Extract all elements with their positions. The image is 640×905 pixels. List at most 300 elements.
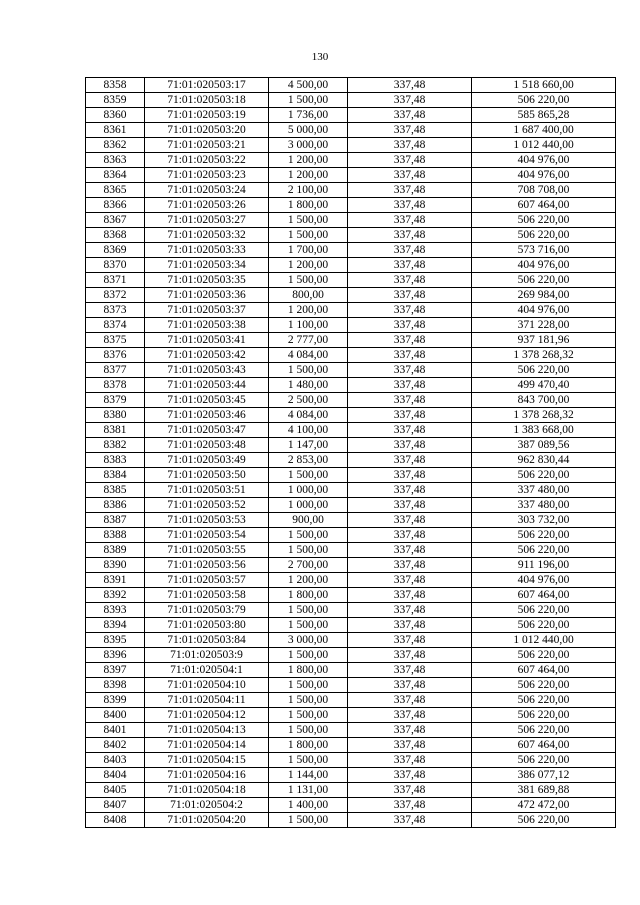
area-cell: 800,00: [269, 288, 348, 303]
value-cell: 1 378 268,32: [472, 408, 616, 423]
value-cell: 381 689,88: [472, 783, 616, 798]
area-cell: 1 500,00: [269, 273, 348, 288]
cadastral-number-cell: 71:01:020504:12: [145, 708, 269, 723]
rate-cell: 337,48: [348, 708, 472, 723]
cadastral-number-cell: 71:01:020503:22: [145, 153, 269, 168]
rate-cell: 337,48: [348, 168, 472, 183]
table-row: [86, 723, 616, 738]
rate-cell: 337,48: [348, 648, 472, 663]
table-row: [86, 393, 616, 408]
table-row: [86, 678, 616, 693]
value-cell: 386 077,12: [472, 768, 616, 783]
table-row: [86, 633, 616, 648]
value-cell: 337 480,00: [472, 483, 616, 498]
area-cell: 1 100,00: [269, 318, 348, 333]
area-cell: 1 800,00: [269, 588, 348, 603]
row-number-cell: 8389: [86, 543, 145, 558]
rate-cell: 337,48: [348, 543, 472, 558]
value-cell: 1 518 660,00: [472, 78, 616, 93]
rate-cell: 337,48: [348, 588, 472, 603]
row-number-cell: 8381: [86, 423, 145, 438]
table-row: [86, 93, 616, 108]
row-number-cell: 8379: [86, 393, 145, 408]
cadastral-number-cell: 71:01:020503:55: [145, 543, 269, 558]
rate-cell: 337,48: [348, 498, 472, 513]
row-number-cell: 8373: [86, 303, 145, 318]
value-cell: 1 378 268,32: [472, 348, 616, 363]
cadastral-number-cell: 71:01:020503:26: [145, 198, 269, 213]
value-cell: 843 700,00: [472, 393, 616, 408]
area-cell: 1 500,00: [269, 228, 348, 243]
area-cell: 1 500,00: [269, 618, 348, 633]
cadastral-number-cell: 71:01:020504:13: [145, 723, 269, 738]
cadastral-number-cell: 71:01:020504:14: [145, 738, 269, 753]
rate-cell: 337,48: [348, 513, 472, 528]
value-cell: 506 220,00: [472, 93, 616, 108]
area-cell: 1 500,00: [269, 603, 348, 618]
row-number-cell: 8383: [86, 453, 145, 468]
rate-cell: 337,48: [348, 243, 472, 258]
table-row: [86, 543, 616, 558]
area-cell: 1 800,00: [269, 663, 348, 678]
value-cell: 937 181,96: [472, 333, 616, 348]
table-row: [86, 513, 616, 528]
table-row: [86, 498, 616, 513]
row-number-cell: 8364: [86, 168, 145, 183]
rate-cell: 337,48: [348, 813, 472, 828]
row-number-cell: 8391: [86, 573, 145, 588]
cadastral-number-cell: 71:01:020503:42: [145, 348, 269, 363]
cadastral-number-cell: 71:01:020504:11: [145, 693, 269, 708]
rate-cell: 337,48: [348, 348, 472, 363]
area-cell: 1 500,00: [269, 678, 348, 693]
area-cell: 1 000,00: [269, 498, 348, 513]
cadastral-number-cell: 71:01:020503:50: [145, 468, 269, 483]
area-cell: 1 500,00: [269, 693, 348, 708]
row-number-cell: 8395: [86, 633, 145, 648]
cadastral-number-cell: 71:01:020503:32: [145, 228, 269, 243]
table-row: [86, 573, 616, 588]
table-row: [86, 423, 616, 438]
table-row: [86, 588, 616, 603]
rate-cell: 337,48: [348, 483, 472, 498]
value-cell: 506 220,00: [472, 363, 616, 378]
row-number-cell: 8368: [86, 228, 145, 243]
table-row: [86, 528, 616, 543]
value-cell: 506 220,00: [472, 753, 616, 768]
rate-cell: 337,48: [348, 258, 472, 273]
rate-cell: 337,48: [348, 423, 472, 438]
rate-cell: 337,48: [348, 798, 472, 813]
rate-cell: 337,48: [348, 318, 472, 333]
row-number-cell: 8358: [86, 78, 145, 93]
area-cell: 1 736,00: [269, 108, 348, 123]
row-number-cell: 8393: [86, 603, 145, 618]
row-number-cell: 8359: [86, 93, 145, 108]
rate-cell: 337,48: [348, 303, 472, 318]
value-cell: 911 196,00: [472, 558, 616, 573]
value-cell: 506 220,00: [472, 678, 616, 693]
rate-cell: 337,48: [348, 183, 472, 198]
area-cell: 1 480,00: [269, 378, 348, 393]
table-row: [86, 483, 616, 498]
cadastral-number-cell: 71:01:020503:45: [145, 393, 269, 408]
table-row: [86, 183, 616, 198]
area-cell: 1 400,00: [269, 798, 348, 813]
cadastral-number-cell: 71:01:020503:20: [145, 123, 269, 138]
cadastral-number-cell: 71:01:020503:27: [145, 213, 269, 228]
cadastral-number-cell: 71:01:020504:15: [145, 753, 269, 768]
cadastral-number-cell: 71:01:020504:16: [145, 768, 269, 783]
table-row: [86, 108, 616, 123]
table-row: [86, 303, 616, 318]
value-cell: 506 220,00: [472, 813, 616, 828]
table-row: [86, 333, 616, 348]
table-row: [86, 168, 616, 183]
cadastral-number-cell: 71:01:020504:20: [145, 813, 269, 828]
table-row: [86, 798, 616, 813]
value-cell: 404 976,00: [472, 573, 616, 588]
table-row: [86, 363, 616, 378]
cadastral-number-cell: 71:01:020503:79: [145, 603, 269, 618]
cadastral-number-cell: 71:01:020503:84: [145, 633, 269, 648]
rate-cell: 337,48: [348, 108, 472, 123]
cadastral-number-cell: 71:01:020503:35: [145, 273, 269, 288]
area-cell: 1 500,00: [269, 753, 348, 768]
area-cell: 1 200,00: [269, 168, 348, 183]
row-number-cell: 8363: [86, 153, 145, 168]
area-cell: 5 000,00: [269, 123, 348, 138]
rate-cell: 337,48: [348, 438, 472, 453]
cadastral-number-cell: 71:01:020503:52: [145, 498, 269, 513]
value-cell: 607 464,00: [472, 663, 616, 678]
cadastral-number-cell: 71:01:020503:21: [145, 138, 269, 153]
cadastral-number-cell: 71:01:020503:57: [145, 573, 269, 588]
rate-cell: 337,48: [348, 123, 472, 138]
row-number-cell: 8374: [86, 318, 145, 333]
table-body: [86, 78, 616, 828]
row-number-cell: 8408: [86, 813, 145, 828]
cadastral-number-cell: 71:01:020503:9: [145, 648, 269, 663]
table-row: [86, 453, 616, 468]
table-row: [86, 603, 616, 618]
value-cell: 506 220,00: [472, 603, 616, 618]
area-cell: 1 500,00: [269, 723, 348, 738]
row-number-cell: 8372: [86, 288, 145, 303]
cadastral-number-cell: 71:01:020503:58: [145, 588, 269, 603]
row-number-cell: 8397: [86, 663, 145, 678]
value-cell: 404 976,00: [472, 258, 616, 273]
value-cell: 506 220,00: [472, 543, 616, 558]
cadastral-number-cell: 71:01:020503:47: [145, 423, 269, 438]
value-cell: 506 220,00: [472, 693, 616, 708]
rate-cell: 337,48: [348, 153, 472, 168]
area-cell: 900,00: [269, 513, 348, 528]
value-cell: 585 865,28: [472, 108, 616, 123]
table-row: [86, 288, 616, 303]
value-cell: 303 732,00: [472, 513, 616, 528]
row-number-cell: 8403: [86, 753, 145, 768]
page-number: 130: [311, 51, 329, 63]
value-cell: 607 464,00: [472, 198, 616, 213]
area-cell: 2 853,00: [269, 453, 348, 468]
table-row: [86, 663, 616, 678]
rate-cell: 337,48: [348, 468, 472, 483]
value-cell: 269 984,00: [472, 288, 616, 303]
row-number-cell: 8362: [86, 138, 145, 153]
row-number-cell: 8392: [86, 588, 145, 603]
rate-cell: 337,48: [348, 633, 472, 648]
rate-cell: 337,48: [348, 753, 472, 768]
value-cell: 1 383 668,00: [472, 423, 616, 438]
row-number-cell: 8402: [86, 738, 145, 753]
area-cell: 1 500,00: [269, 213, 348, 228]
row-number-cell: 8366: [86, 198, 145, 213]
cadastral-number-cell: 71:01:020503:37: [145, 303, 269, 318]
cadastral-number-cell: 71:01:020503:38: [145, 318, 269, 333]
cadastral-number-cell: 71:01:020503:24: [145, 183, 269, 198]
rate-cell: 337,48: [348, 783, 472, 798]
row-number-cell: 8388: [86, 528, 145, 543]
area-cell: 2 500,00: [269, 393, 348, 408]
rate-cell: 337,48: [348, 453, 472, 468]
rate-cell: 337,48: [348, 693, 472, 708]
row-number-cell: 8382: [86, 438, 145, 453]
row-number-cell: 8385: [86, 483, 145, 498]
area-cell: 2 777,00: [269, 333, 348, 348]
table-row: [86, 378, 616, 393]
table-row: [86, 768, 616, 783]
table-row: [86, 318, 616, 333]
rate-cell: 337,48: [348, 273, 472, 288]
area-cell: 4 100,00: [269, 423, 348, 438]
table-row: [86, 78, 616, 93]
row-number-cell: 8369: [86, 243, 145, 258]
value-cell: 607 464,00: [472, 588, 616, 603]
area-cell: 1 500,00: [269, 543, 348, 558]
value-cell: 404 976,00: [472, 153, 616, 168]
row-number-cell: 8387: [86, 513, 145, 528]
area-cell: 1 200,00: [269, 258, 348, 273]
value-cell: 506 220,00: [472, 648, 616, 663]
area-cell: 3 000,00: [269, 138, 348, 153]
area-cell: 1 500,00: [269, 468, 348, 483]
table-row: [86, 618, 616, 633]
table-row: [86, 813, 616, 828]
value-cell: 506 220,00: [472, 273, 616, 288]
table-row: [86, 198, 616, 213]
rate-cell: 337,48: [348, 213, 472, 228]
rate-cell: 337,48: [348, 738, 472, 753]
rate-cell: 337,48: [348, 678, 472, 693]
cadastral-number-cell: 71:01:020503:80: [145, 618, 269, 633]
table-row: [86, 693, 616, 708]
value-cell: 472 472,00: [472, 798, 616, 813]
row-number-cell: 8370: [86, 258, 145, 273]
area-cell: 1 700,00: [269, 243, 348, 258]
rate-cell: 337,48: [348, 723, 472, 738]
value-cell: 1 012 440,00: [472, 138, 616, 153]
row-number-cell: 8371: [86, 273, 145, 288]
value-cell: 506 220,00: [472, 618, 616, 633]
area-cell: 1 200,00: [269, 153, 348, 168]
rate-cell: 337,48: [348, 288, 472, 303]
row-number-cell: 8375: [86, 333, 145, 348]
area-cell: 1 000,00: [269, 483, 348, 498]
cadastral-number-cell: 71:01:020504:10: [145, 678, 269, 693]
row-number-cell: 8377: [86, 363, 145, 378]
row-number-cell: 8404: [86, 768, 145, 783]
area-cell: 4 500,00: [269, 78, 348, 93]
area-cell: 1 500,00: [269, 93, 348, 108]
value-cell: 371 228,00: [472, 318, 616, 333]
area-cell: 1 144,00: [269, 768, 348, 783]
value-cell: 387 089,56: [472, 438, 616, 453]
cadastral-number-cell: 71:01:020503:53: [145, 513, 269, 528]
cadastral-number-cell: 71:01:020503:36: [145, 288, 269, 303]
table-row: [86, 468, 616, 483]
value-cell: 404 976,00: [472, 303, 616, 318]
table-row: [86, 753, 616, 768]
value-cell: 404 976,00: [472, 168, 616, 183]
value-cell: 1 012 440,00: [472, 633, 616, 648]
table-row: [86, 138, 616, 153]
area-cell: 1 500,00: [269, 708, 348, 723]
area-cell: 2 100,00: [269, 183, 348, 198]
rate-cell: 337,48: [348, 138, 472, 153]
rate-cell: 337,48: [348, 573, 472, 588]
table-row: [86, 648, 616, 663]
cadastral-number-cell: 71:01:020503:56: [145, 558, 269, 573]
row-number-cell: 8400: [86, 708, 145, 723]
table-row: [86, 738, 616, 753]
cadastral-number-cell: 71:01:020503:18: [145, 93, 269, 108]
row-number-cell: 8361: [86, 123, 145, 138]
cadastral-number-cell: 71:01:020504:18: [145, 783, 269, 798]
cadastral-number-cell: 71:01:020504:2: [145, 798, 269, 813]
value-cell: 506 220,00: [472, 723, 616, 738]
area-cell: 1 131,00: [269, 783, 348, 798]
rate-cell: 337,48: [348, 378, 472, 393]
value-cell: 506 220,00: [472, 708, 616, 723]
value-cell: 506 220,00: [472, 228, 616, 243]
value-cell: 337 480,00: [472, 498, 616, 513]
area-cell: 1 800,00: [269, 738, 348, 753]
rate-cell: 337,48: [348, 333, 472, 348]
area-cell: 1 500,00: [269, 363, 348, 378]
row-number-cell: 8365: [86, 183, 145, 198]
area-cell: 1 200,00: [269, 303, 348, 318]
area-cell: 4 084,00: [269, 408, 348, 423]
row-number-cell: 8401: [86, 723, 145, 738]
value-cell: 499 470,40: [472, 378, 616, 393]
table-row: [86, 228, 616, 243]
value-cell: 506 220,00: [472, 468, 616, 483]
area-cell: 1 500,00: [269, 648, 348, 663]
row-number-cell: 8399: [86, 693, 145, 708]
table-row: [86, 783, 616, 798]
table-row: [86, 213, 616, 228]
row-number-cell: 8407: [86, 798, 145, 813]
area-cell: 1 800,00: [269, 198, 348, 213]
rate-cell: 337,48: [348, 393, 472, 408]
value-cell: 506 220,00: [472, 528, 616, 543]
area-cell: 2 700,00: [269, 558, 348, 573]
row-number-cell: 8378: [86, 378, 145, 393]
row-number-cell: 8396: [86, 648, 145, 663]
area-cell: 1 200,00: [269, 573, 348, 588]
table-row: [86, 273, 616, 288]
value-cell: 506 220,00: [472, 213, 616, 228]
cadastral-number-cell: 71:01:020503:19: [145, 108, 269, 123]
table-row: [86, 408, 616, 423]
cadastral-number-cell: 71:01:020503:41: [145, 333, 269, 348]
table-row: [86, 348, 616, 363]
value-cell: 573 716,00: [472, 243, 616, 258]
rate-cell: 337,48: [348, 408, 472, 423]
value-cell: 1 687 400,00: [472, 123, 616, 138]
rate-cell: 337,48: [348, 768, 472, 783]
rate-cell: 337,48: [348, 618, 472, 633]
cadastral-number-cell: 71:01:020503:23: [145, 168, 269, 183]
cadastral-number-cell: 71:01:020503:17: [145, 78, 269, 93]
area-cell: 4 084,00: [269, 348, 348, 363]
rate-cell: 337,48: [348, 663, 472, 678]
table-row: [86, 708, 616, 723]
cadastral-number-cell: 71:01:020504:1: [145, 663, 269, 678]
row-number-cell: 8360: [86, 108, 145, 123]
table-row: [86, 243, 616, 258]
row-number-cell: 8394: [86, 618, 145, 633]
table-row: [86, 123, 616, 138]
cadastral-number-cell: 71:01:020503:33: [145, 243, 269, 258]
rate-cell: 337,48: [348, 198, 472, 213]
rate-cell: 337,48: [348, 603, 472, 618]
cadastral-number-cell: 71:01:020503:34: [145, 258, 269, 273]
row-number-cell: 8376: [86, 348, 145, 363]
row-number-cell: 8398: [86, 678, 145, 693]
cadastral-number-cell: 71:01:020503:44: [145, 378, 269, 393]
cadastral-number-cell: 71:01:020503:48: [145, 438, 269, 453]
cadastral-number-cell: 71:01:020503:46: [145, 408, 269, 423]
rate-cell: 337,48: [348, 363, 472, 378]
value-cell: 607 464,00: [472, 738, 616, 753]
table-row: [86, 438, 616, 453]
cadastral-number-cell: 71:01:020503:54: [145, 528, 269, 543]
rate-cell: 337,48: [348, 558, 472, 573]
row-number-cell: 8367: [86, 213, 145, 228]
row-number-cell: 8384: [86, 468, 145, 483]
value-cell: 708 708,00: [472, 183, 616, 198]
area-cell: 1 500,00: [269, 813, 348, 828]
rate-cell: 337,48: [348, 228, 472, 243]
table-row: [86, 153, 616, 168]
value-cell: 962 830,44: [472, 453, 616, 468]
rate-cell: 337,48: [348, 528, 472, 543]
row-number-cell: 8386: [86, 498, 145, 513]
cadastral-number-cell: 71:01:020503:51: [145, 483, 269, 498]
area-cell: 1 147,00: [269, 438, 348, 453]
area-cell: 3 000,00: [269, 633, 348, 648]
land-plots-table: [85, 77, 616, 828]
table-row: [86, 558, 616, 573]
row-number-cell: 8380: [86, 408, 145, 423]
rate-cell: 337,48: [348, 78, 472, 93]
cadastral-number-cell: 71:01:020503:49: [145, 453, 269, 468]
row-number-cell: 8405: [86, 783, 145, 798]
area-cell: 1 500,00: [269, 528, 348, 543]
row-number-cell: 8390: [86, 558, 145, 573]
